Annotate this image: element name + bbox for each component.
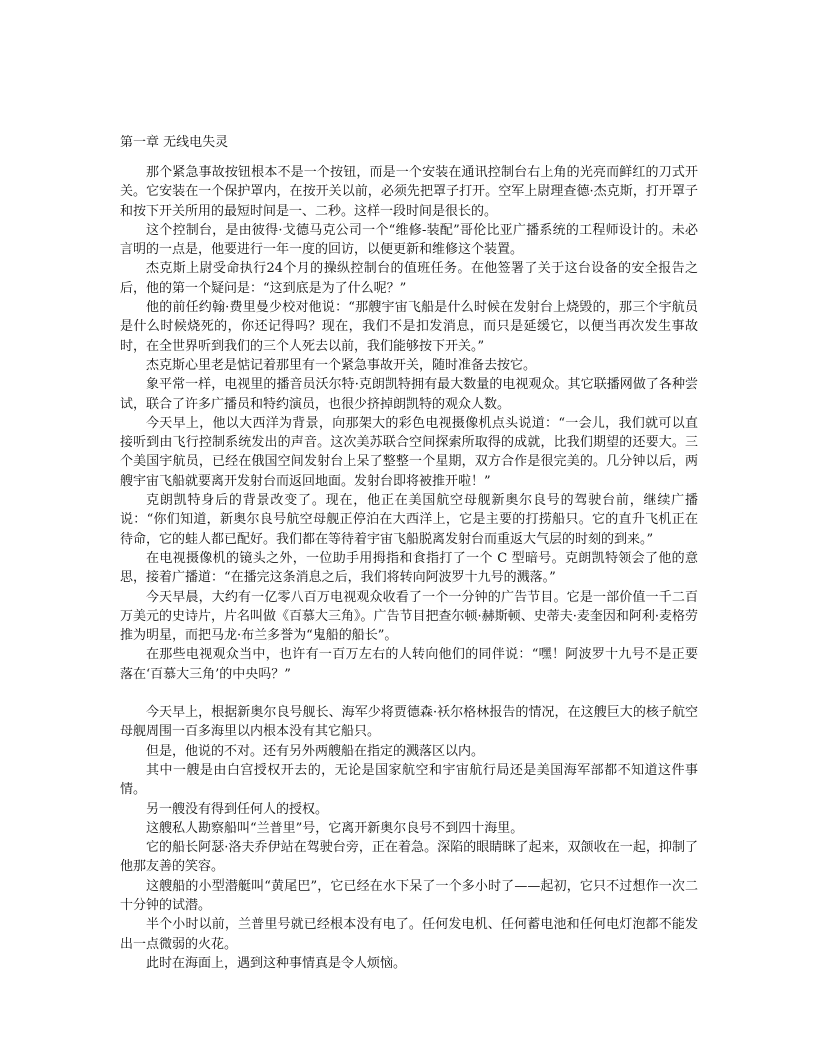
paragraph: 那个紧急事故按钮根本不是一个按钮，而是一个安装在通讯控制台右上角的光亮而鲜红的刀式开关。它安装在一个保护罩内，在按开关以前，必须先把罩子打开。空军上尉理查德·杰克斯，打开罩子和按下开关所用的最短时间是一、二秒。这样一段时间是很长的。: [120, 165, 698, 219]
paragraph: 这艘私人勘察船叫“兰普里”号，它离开新奥尔良号不到四十海里。: [146, 820, 524, 836]
paragraph: 这个控制台，是由彼得·戈德马克公司一个“维修-装配”哥伦比亚广播系统的工程师设计的。未必言明的一点是，他要进行一年一度的回访，以便更新和维修这个装置。: [120, 222, 698, 258]
paragraph: 它的船长阿瑟·洛夫乔伊站在驾驶台旁，正在着急。深陷的眼睛眯了起来，双颌收在一起，抑制了他那友善的笑容。: [120, 840, 698, 875]
paragraph: 克朗凯特身后的背景改变了。现在，他正在美国航空母舰新奥尔良号的驾驶台前，继续广播说：“你们知道，新奥尔良号航空母舰正停泊在大西洋上，它是主要的打捞船只。它的直升飞机正在待命，它的蛙人都已配好。我们都在等待着宇宙飞船脱离发射台而重返大气层的时刻的到来。”: [120, 493, 698, 547]
paragraph: 杰克斯心里老是惦记着那里有一个紧急事故开关，随时准备去按它。: [146, 357, 537, 373]
paragraph: 他的前任约翰·费里曼少校对他说：“那艘宇宙飞船是什么时候在发射台上烧毁的，那三个宇航员是什么时候烧死的，你还记得吗？现在，我们不是扣发消息，而只是延缓它，以便当再次发生事故时，在全世界听到我们的三个人死去以前，我们能够按下开关。”: [120, 300, 698, 354]
paragraph: 今天早上，他以大西洋为背景，向那架大的彩色电视摄像机点头说道：“一会儿，我们就可以直接听到由飞行控制系统发出的声音。这次美苏联合空间探索所取得的成就，比我们期望的还要大。三个美国宇航员，已经在俄国空间发射台上呆了整整一个星期，双方合作是很完美的。几分钟以后，两艘宇宙飞船就要离开发射台而返回地面。发射台即将被推开啦！”: [120, 415, 698, 489]
paragraph: 半个小时以前，兰普里号就已经根本没有电了。任何发电机、任何蓄电池和任何电灯泡都不能发出一点微弱的火花。: [120, 917, 698, 952]
paragraph: 今天早晨，大约有一亿零八百万电视观众收看了一个一分钟的广告节目。它是一部价值一千二百万美元的史诗片，片名叫做《百慕大三角》。广告节目把查尔顿·赫斯顿、史蒂夫·麦奎因和阿利·麦格劳推为明星，而把马龙·布兰多誉为“鬼船的船长”。: [120, 589, 698, 644]
paragraph: 其中一艘是由白宫授权开去的，无论是国家航空和宇宙航行局还是美国海军部都不知道这件事情。: [120, 762, 698, 798]
paragraph: 这艘船的小型潜艇叫“黄尾巴”，它已经在水下呆了一个多小时了——起初，它只不过想作一次二十分钟的试潜。: [120, 878, 698, 913]
paragraph: 今天早上，根据新奥尔良号舰长、海军少将贾德森·袄尔格林报告的情况，在这艘巨大的核子航空母舰周围一百多海里以内根本没有其它船只。: [120, 705, 698, 740]
paragraph: 象平常一样，电视里的播音员沃尔特·克朗凯特拥有最大数量的电视观众。其它联播网做了各种尝试，联合了许多广播员和特约演员，也很少挤掉朗凯特的观众人数。: [120, 377, 698, 412]
chapter-title: 第一章 无线电失灵: [120, 135, 229, 150]
paragraph: 此时在海面上，遇到这种事情真是令人烦恼。: [146, 955, 407, 971]
document-page: [120, 133, 698, 973]
paragraph: 但是，他说的不对。还有另外两艘船在指定的溅落区以内。: [146, 743, 485, 759]
paragraph: 在电视摄像机的镜头之外，一位助手用拇指和食指打了一个 C 型暗号。克朗凯特领会了他的意思，接着广播道：“在播完这条消息之后，我们将转向阿波罗十九号的溅落。”: [120, 550, 698, 586]
paragraph: 在那些电视观众当中，也许有一百万左右的人转向他们的同伴说：“嘿！阿波罗十九号不是正要落在‘百慕大三角’的中央吗？”: [120, 647, 698, 682]
paragraph: 另一艘没有得到任何人的授权。: [146, 801, 329, 817]
section-break: [120, 684, 698, 703]
paragraph: 杰克斯上尉受命执行24个月的操纵控制台的值班任务。在他签署了关于这台设备的安全报告之后，他的第一个疑问是：“这到底是为了什么呢？”: [120, 261, 698, 296]
